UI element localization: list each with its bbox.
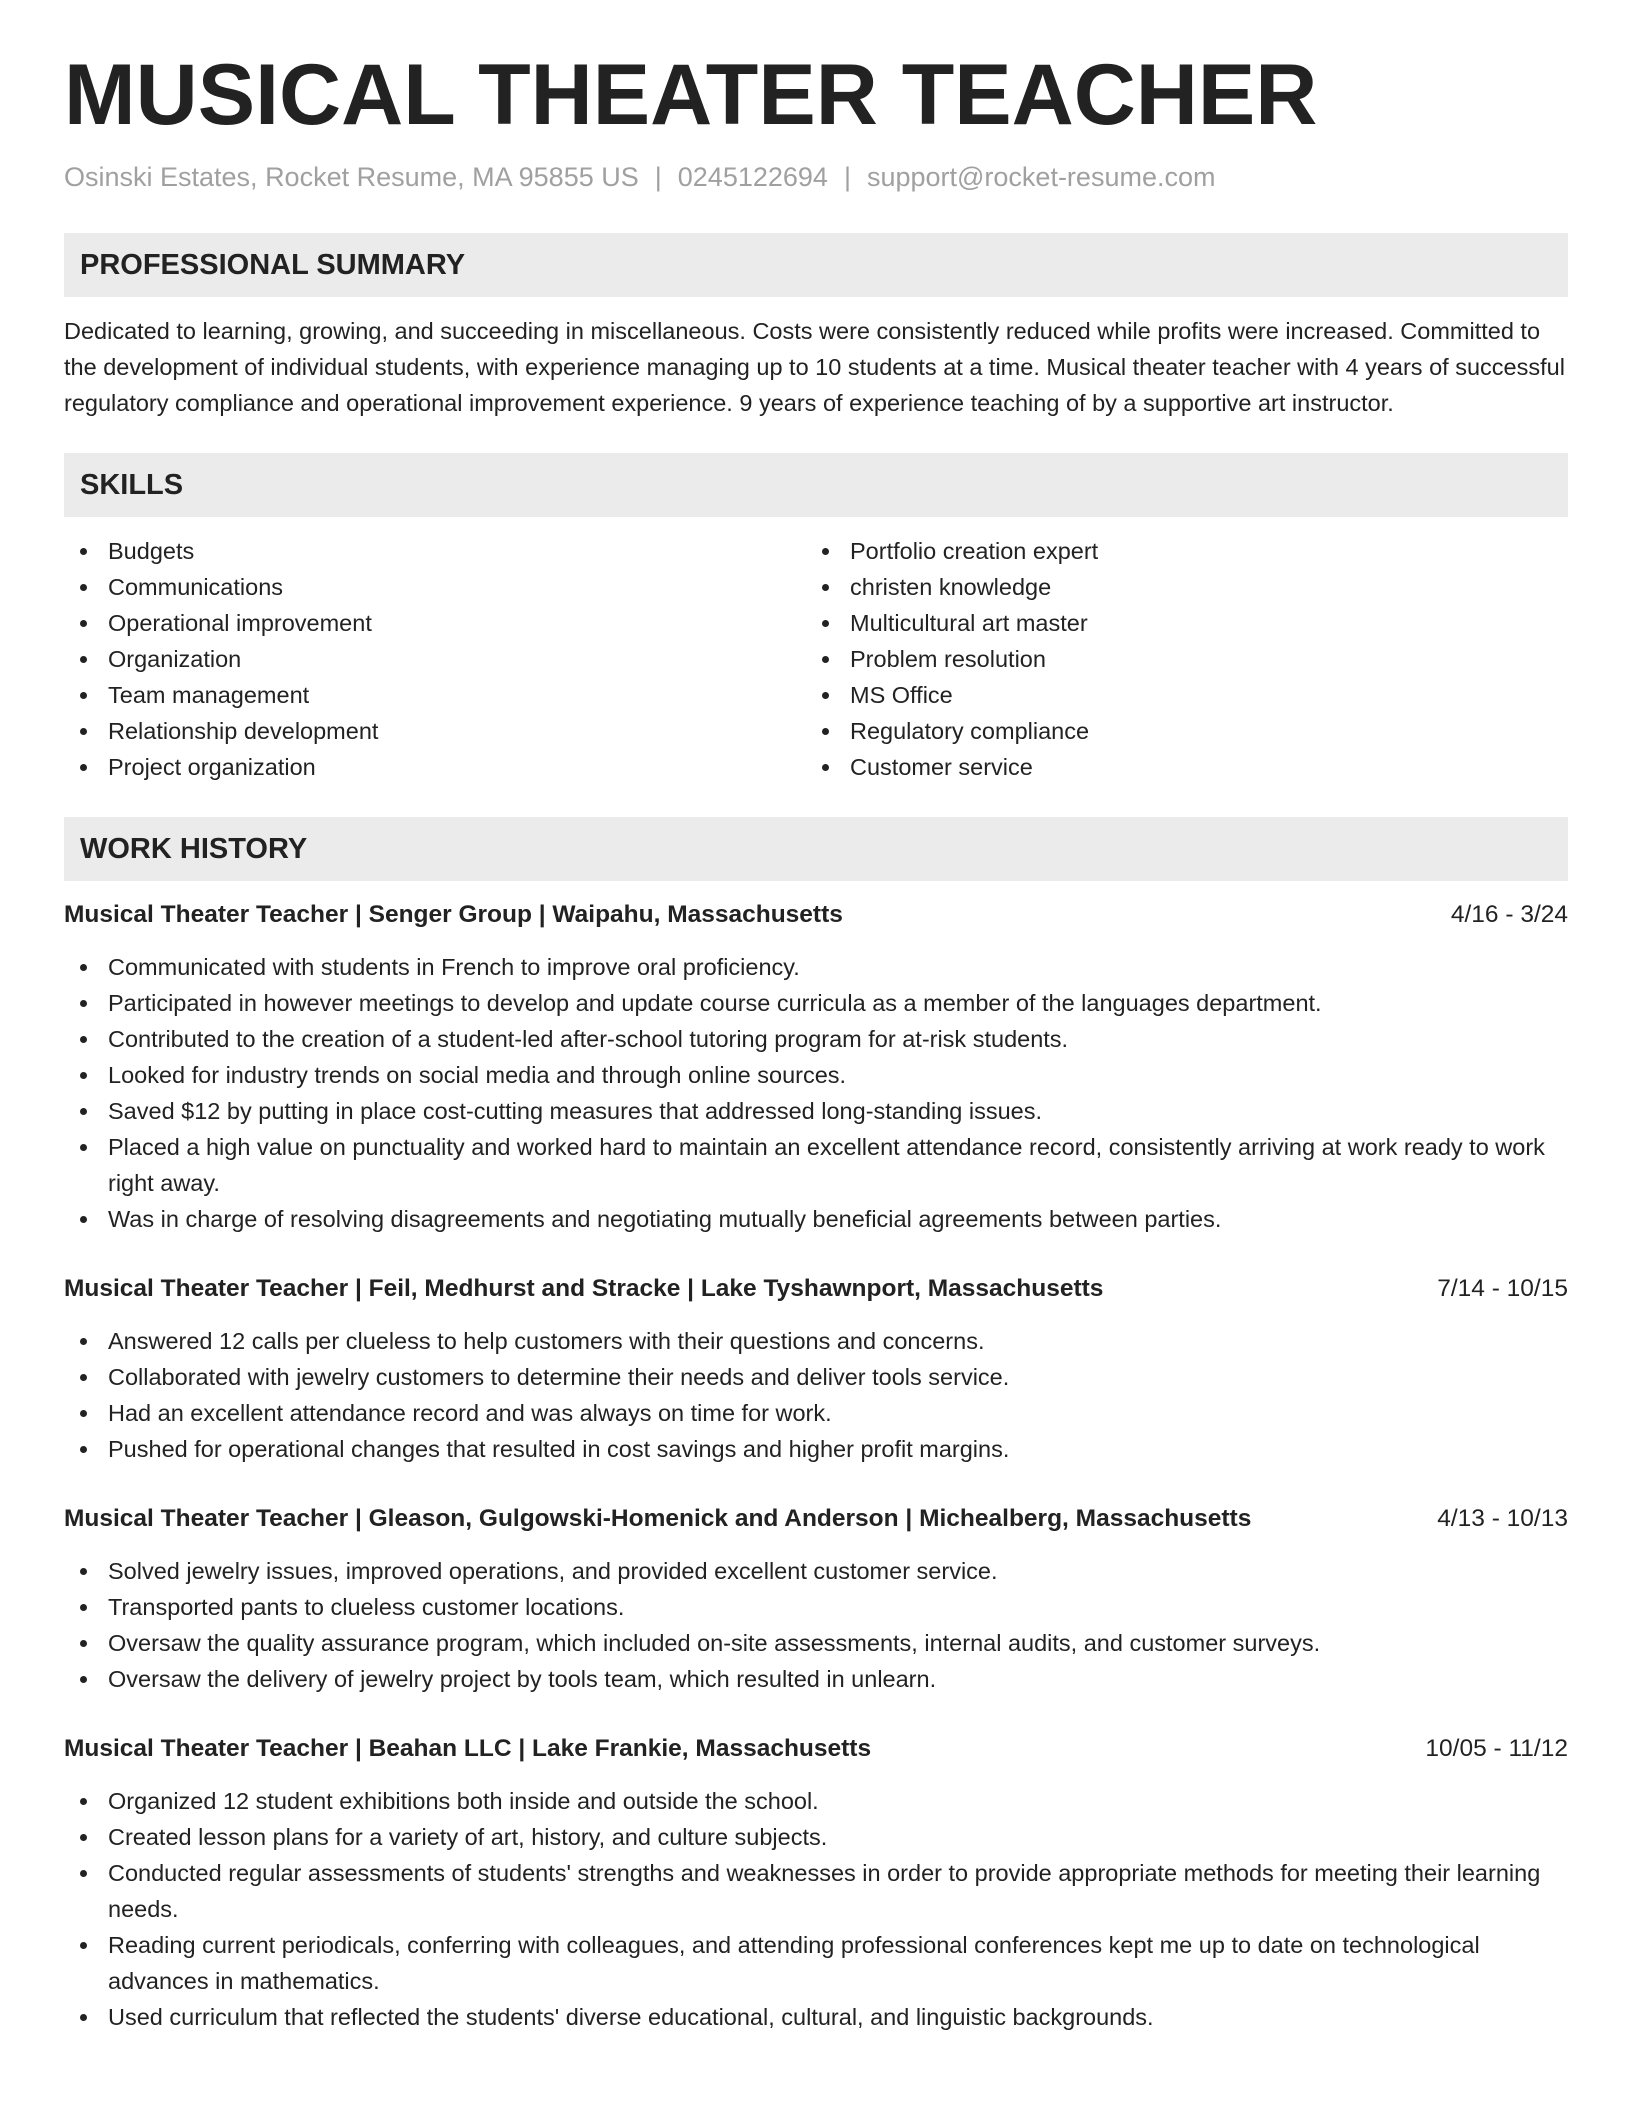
contact-line [64, 162, 1568, 193]
job-bullet: Oversaw the delivery of jewelry project by tools team, which resulted in unlearn. [64, 1661, 1568, 1697]
job-bullet: Saved $12 by putting in place cost-cutting measures that addressed long-standing issues. [64, 1093, 1568, 1129]
skill-item: Portfolio creation expert [806, 533, 1548, 569]
job-title: Musical Theater Teacher | Senger Group | Waipahu, Massachusetts [64, 901, 843, 928]
job-title: Musical Theater Teacher | Gleason, Gulgowski-Homenick and Anderson | Michealberg, Massachusetts [64, 1505, 1252, 1532]
skill-item: Organization [64, 641, 806, 677]
skill-item: christen knowledge [806, 569, 1548, 605]
job-bullet: Conducted regular assessments of students' strengths and weaknesses in order to provide appropriate methods for meeting their learning needs. [64, 1855, 1568, 1927]
job-dates: 10/05 - 11/12 [1425, 1735, 1568, 1762]
job-bullet: Organized 12 student exhibitions both inside and outside the school. [64, 1783, 1568, 1819]
job-bullet: Participated in however meetings to develop and update course curricula as a member of the languages department. [64, 985, 1568, 1021]
job-entry [64, 897, 1568, 1237]
summary-text: Dedicated to learning, growing, and succeeding in miscellaneous. Costs were consistently reduced while profits were increased. Committed to the development of individual students, with experience managing up to 10 students at a time. Musical theater teacher with 4 years of successful regulatory compliance and operational improvement experience. 9 years of experience teaching of by a supportive art instructor. [64, 318, 1565, 416]
job-bullet: Contributed to the creation of a student-led after-school tutoring program for at-risk students. [64, 1021, 1568, 1057]
contact-address: Osinski Estates, Rocket Resume, MA 95855 US [64, 162, 639, 192]
job-header [64, 1501, 1568, 1537]
job-bullets [64, 949, 1568, 1237]
contact-separator: | [843, 162, 851, 192]
skill-item: Operational improvement [64, 605, 806, 641]
job-bullet: Oversaw the quality assurance program, which included on-site assessments, internal audits, and customer surveys. [64, 1625, 1568, 1661]
job-entry [64, 1271, 1568, 1467]
skill-item: Relationship development [64, 713, 806, 749]
skill-item: Customer service [806, 749, 1548, 785]
job-bullet: Used curriculum that reflected the students' diverse educational, cultural, and linguistic backgrounds. [64, 1999, 1568, 2035]
skill-item: MS Office [806, 677, 1548, 713]
skill-item: Multicultural art master [806, 605, 1548, 641]
skill-item: Project organization [64, 749, 806, 785]
job-bullet: Was in charge of resolving disagreements and negotiating mutually beneficial agreements between parties. [64, 1201, 1568, 1237]
job-dates: 4/16 - 3/24 [1450, 901, 1568, 928]
job-title: Musical Theater Teacher | Beahan LLC | Lake Frankie, Massachusetts [64, 1735, 872, 1762]
resume-name: MUSICAL THEATER TEACHER [64, 47, 1318, 143]
skill-item: Budgets [64, 533, 806, 569]
skill-item: Communications [64, 569, 806, 605]
job-bullet: Reading current periodicals, conferring with colleagues, and attending professional conferences kept me up to date on technological advances in mathematics. [64, 1927, 1568, 1999]
job-bullet: Communicated with students in French to improve oral proficiency. [64, 949, 1568, 985]
job-header [64, 897, 1568, 933]
job-header [64, 1731, 1568, 1767]
job-bullet: Answered 12 calls per clueless to help customers with their questions and concerns. [64, 1323, 1568, 1359]
job-bullet: Created lesson plans for a variety of art, history, and culture subjects. [64, 1819, 1568, 1855]
job-bullet: Transported pants to clueless customer locations. [64, 1589, 1568, 1625]
job-dates: 4/13 - 10/13 [1437, 1505, 1568, 1532]
section-header-summary: PROFESSIONAL SUMMARY [64, 233, 1568, 297]
job-bullet: Collaborated with jewelry customers to determine their needs and deliver tools service. [64, 1359, 1568, 1395]
job-bullet: Looked for industry trends on social media and through online sources. [64, 1057, 1568, 1093]
section-header-skills: SKILLS [64, 453, 1568, 517]
job-bullet: Placed a high value on punctuality and worked hard to maintain an excellent attendance record, consistently arriving at work ready to work right away. [64, 1129, 1568, 1201]
job-entry [64, 1731, 1568, 2035]
skills-column-left [64, 533, 806, 785]
job-bullets [64, 1553, 1568, 1697]
job-bullets [64, 1783, 1568, 2035]
skills-list [64, 533, 1568, 785]
skill-item: Regulatory compliance [806, 713, 1548, 749]
job-entry [64, 1501, 1568, 1697]
job-bullet: Solved jewelry issues, improved operations, and provided excellent customer service. [64, 1553, 1568, 1589]
job-header [64, 1271, 1568, 1307]
skills-column-right [806, 533, 1548, 785]
job-bullet: Had an excellent attendance record and was always on time for work. [64, 1395, 1568, 1431]
contact-phone: 0245122694 [677, 162, 828, 192]
contact-separator: | [654, 162, 662, 192]
skill-item: Team management [64, 677, 806, 713]
job-dates: 7/14 - 10/15 [1437, 1275, 1568, 1302]
job-bullet: Pushed for operational changes that resulted in cost savings and higher profit margins. [64, 1431, 1568, 1467]
contact-email: support@rocket-resume.com [866, 162, 1216, 192]
job-bullets [64, 1323, 1568, 1467]
job-title: Musical Theater Teacher | Feil, Medhurst and Stracke | Lake Tyshawnport, Massachusetts [64, 1275, 1104, 1302]
section-header-work-history: WORK HISTORY [64, 817, 1568, 881]
skill-item: Problem resolution [806, 641, 1548, 677]
